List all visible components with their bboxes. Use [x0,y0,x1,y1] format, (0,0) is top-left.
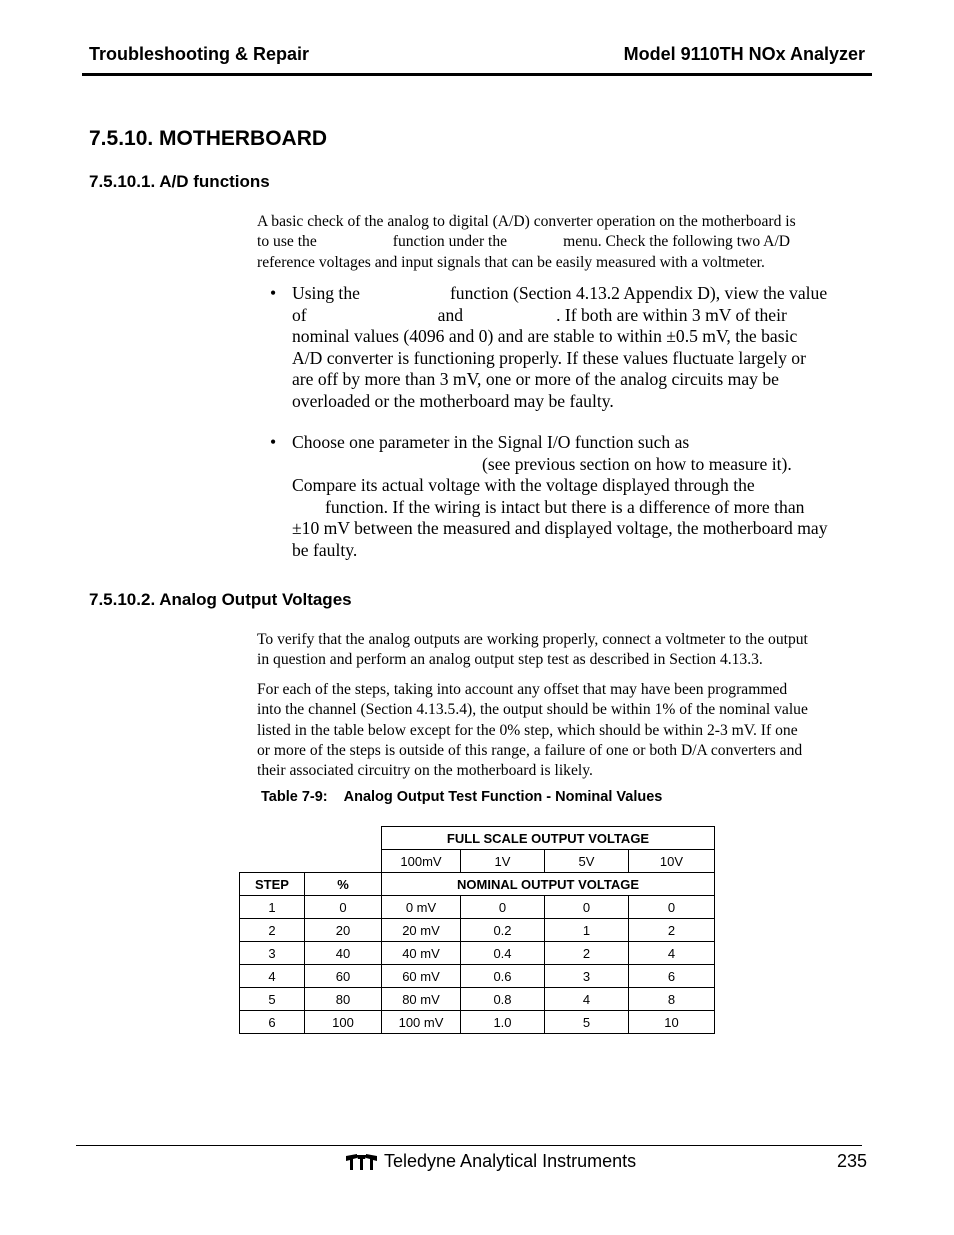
step-header: STEP [240,873,305,896]
table-cell: 100 [305,1011,382,1034]
table-column-header-row [240,873,715,896]
table-cell: 4 [545,988,629,1011]
text-line: nominal values (4096 and 0) and are stable to within ±0.5 mV, the basic [292,326,798,347]
table-cell: 0 [461,896,545,919]
text-fragment: function. If the wiring is intact but there is a difference of more than [325,496,805,517]
text-line: listed in the table below except for the 0% step, which should be within 2-3 mV. If one [257,721,798,739]
aov-paragraph-2 [257,680,867,781]
table-cell: 0 [629,896,715,919]
table-cell: 80 [305,988,382,1011]
table-cell: 20 [305,919,382,942]
table-cell: 6 [240,1011,305,1034]
table-cell: 100 mV [382,1011,461,1034]
range-cell: 100mV [382,850,461,873]
table-header-row [240,827,715,850]
table-row [240,896,715,919]
text-fragment: . If both are within 3 mV of their [556,304,787,325]
table-cell: 4 [240,965,305,988]
text-line: be faulty. [292,539,358,560]
table-cell: 8 [629,988,715,1011]
table-row [240,1011,715,1034]
table-cell: 0 [305,896,382,919]
table-cell: 0 [545,896,629,919]
bullet-icon: • [270,432,277,452]
header-divider [82,73,872,76]
table-cell: 0 mV [382,896,461,919]
table-cell: 60 [305,965,382,988]
table-row [240,988,715,1011]
text-line: reference voltages and input signals that can be easily measured with a voltmeter. [257,253,765,271]
header-section-title: Troubleshooting & Repair [89,44,310,64]
text-fragment: function under the [392,233,508,251]
table-cell: 2 [545,942,629,965]
table-cell: 1 [545,919,629,942]
table-cell: 6 [629,965,715,988]
range-cell: 10V [629,850,715,873]
table-cell: 80 mV [382,988,461,1011]
table-cell: 1 [240,896,305,919]
aov-paragraph-1 [257,630,867,671]
text-line: into the channel (Section 4.13.5.4), the output should be within 1% of the nominal value [257,701,808,719]
table-cell: 3 [545,965,629,988]
table-cell: 0.6 [461,965,545,988]
analog-output-table [239,826,715,1034]
table-cell: 1.0 [461,1011,545,1034]
page-number: 235 [836,1151,867,1171]
header-document-title: Model 9110TH NOx Analyzer [623,44,865,64]
full-scale-header: FULL SCALE OUTPUT VOLTAGE [382,827,715,850]
text-fragment: of [292,304,307,325]
table-cell: 10 [629,1011,715,1034]
text-line: their associated circuitry on the motherboard is likely. [257,762,593,780]
text-line: Compare its actual voltage with the voltage displayed through the [292,475,755,496]
text-line: are off by more than 3 mV, one or more of the analog circuits may be [292,369,779,390]
text-line: Choose one parameter in the Signal I/O function such as [292,432,690,452]
table-cell: 4 [629,942,715,965]
bullet-item-2 [292,432,864,562]
table-blank-cell [305,850,382,873]
subsection-heading-ad: 7.5.10.1. A/D functions [89,172,270,191]
table-cell: 20 mV [382,919,461,942]
bullet-icon: • [270,283,277,303]
text-line: or more of the steps is outside of this range, a failure of one or both D/A converters and [257,741,803,759]
table-cell: 40 [305,942,382,965]
table-cell: 40 mV [382,942,461,965]
text-line: A basic check of the analog to digital (A/D) converter operation on the motherboard is [257,213,796,230]
table-range-row [240,850,715,873]
text-line: ±10 mV between the measured and displayed voltage, the motherboard may [292,518,828,539]
text-fragment: to use the [257,233,317,251]
table-cell: 60 mV [382,965,461,988]
table-cell: 0.8 [461,988,545,1011]
table-cell: 5 [545,1011,629,1034]
text-fragment: menu. Check the following two A/D [563,233,791,251]
text-fragment: function (Section 4.13.2 Appendix D), view the value [449,283,828,303]
text-line [257,232,867,252]
footer-company: Teledyne Analytical Instruments [384,1151,637,1171]
table-cell: 0.4 [461,942,545,965]
range-cell: 1V [461,850,545,873]
range-cell: 5V [545,850,629,873]
ad-intro-paragraph [257,212,867,273]
table-caption [261,789,662,805]
text-fragment: (see previous section on how to measure it). [482,453,792,474]
table-number: Table 7-9: [261,789,328,805]
text-line: To verify that the analog outputs are working properly, connect a voltmeter to the output [257,631,808,648]
text-line: in question and perform an analog output step test as described in Section 4.13.3. [257,651,763,669]
table-blank-cell [305,827,382,850]
table-row [240,919,715,942]
teledyne-logo-icon [345,1152,378,1177]
table-cell: 2 [629,919,715,942]
table-blank-cell [240,850,305,873]
table-row [240,965,715,988]
percent-header: % [305,873,382,896]
table-cell: 0.2 [461,919,545,942]
text-fragment: and [437,304,464,325]
table-blank-cell [240,827,305,850]
text-line: A/D converter is functioning properly. If these values fluctuate largely or [292,347,806,368]
footer-divider [76,1145,862,1146]
table-row [240,942,715,965]
bullet-item-1 [292,283,864,413]
section-title: 7.5.10. MOTHERBOARD [89,127,328,150]
table-cell: 5 [240,988,305,1011]
table-title: Analog Output Test Function - Nominal Values [343,789,663,805]
table-cell: 3 [240,942,305,965]
subsection-heading-analog-output: 7.5.10.2. Analog Output Voltages [89,590,352,609]
nominal-header: NOMINAL OUTPUT VOLTAGE [382,873,715,896]
text-line: For each of the steps, taking into account any offset that may have been programmed [257,681,788,698]
table-cell: 2 [240,919,305,942]
text-line: overloaded or the motherboard may be faulty. [292,390,614,411]
text-fragment: Using the [292,283,360,303]
